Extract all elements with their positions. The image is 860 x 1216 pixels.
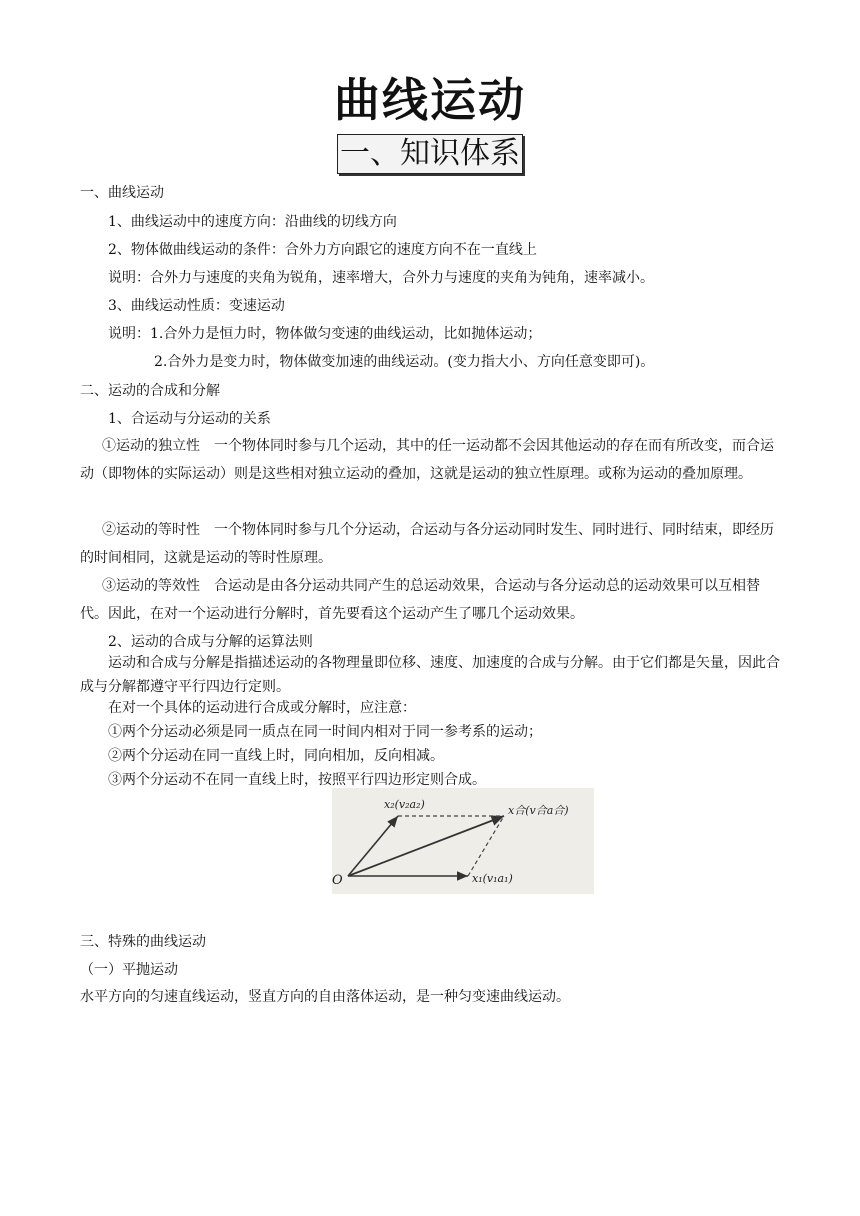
label-origin: O — [332, 873, 343, 888]
heading-curve-motion: 一、曲线运动 — [80, 185, 164, 201]
note-parallelogram: ③两个分运动不在同一直线上时，按照平行四边形定则合成。 — [108, 772, 486, 788]
note-angle: 说明：合外力与速度的夹角为锐角，速率增大，合外力与速度的夹角为钝角，速率减小。 — [108, 270, 654, 286]
page-title: 曲线运动 — [334, 73, 526, 127]
item-rules: 2、运动的合成与分解的运算法则 — [108, 634, 313, 650]
item-curve-nature: 3、曲线运动性质：变速运动 — [108, 298, 285, 314]
label-x1: x₁(v₁a₁) — [472, 872, 513, 885]
projectile-description: 水平方向的匀速直线运动，竖直方向的自由落体运动，是一种匀变速曲线运动。 — [80, 989, 570, 1005]
heading-composition: 二、运动的合成和分解 — [80, 383, 220, 399]
paragraph-rules: 运动和合成与分解是指描述运动的各物理量即位移、速度、加速度的合成与分解。由于它们都是矢量，因此合成与分解都遵守平行四边行定则。 — [80, 655, 780, 695]
paragraph-equivalence: ③运动的等效性 合运动是由各分运动共同产生的总运动效果，合运动与各分运动总的运动效果可以互相替代。因此，在对一个运动进行分解时，首先要看这个运动产生了哪几个运动效果。 — [80, 578, 760, 622]
subheading-projectile: （一）平抛运动 — [80, 962, 178, 978]
note-same-line: ②两个分运动在同一直线上时，同向相加，反向相减。 — [108, 748, 444, 764]
heading-special-curve: 三、特殊的曲线运动 — [80, 934, 206, 950]
note-constant-force: 说明：1.合外力是恒力时，物体做匀变速的曲线运动，比如抛体运动； — [108, 326, 542, 342]
note-same-frame: ①两个分运动必须是同一质点在同一时间内相对于同一参考系的运动； — [108, 724, 542, 740]
note-intro: 在对一个具体的运动进行合成或分解时，应注意： — [108, 700, 416, 716]
item-curve-condition: 2、物体做曲线运动的条件：合外力方向跟它的速度方向不在一直线上 — [108, 242, 537, 258]
section-heading: 一、知识体系 — [337, 134, 523, 174]
paragraph-simultaneity: ②运动的等时性 一个物体同时参与几个分运动，合运动与各分运动同时发生、同时进行、同时结束，即经历的时间相同，这就是运动的等时性原理。 — [80, 522, 774, 566]
subtitle-wrap — [0, 134, 860, 174]
item-relationship: 1、合运动与分运动的关系 — [108, 411, 271, 427]
parallelogram-figure — [332, 788, 594, 894]
label-x2: x₂(v₂a₂) — [384, 798, 425, 811]
item-velocity-direction: 1、曲线运动中的速度方向：沿曲线的切线方向 — [108, 214, 397, 230]
paragraph-independence: ①运动的独立性 一个物体同时参与几个运动，其中的任一运动都不会因其他运动的存在而有所改变，而合运动（即物体的实际运动）则是这些相对独立运动的叠加，这就是运动的独立性原理。或称为运动的叠加原理。 — [80, 438, 774, 482]
note-variable-force: 2.合外力是变力时，物体做变加速的曲线运动。(变力指大小、方向任意变即可)。 — [154, 354, 655, 370]
label-xh: x合(v合a合) — [508, 804, 569, 817]
